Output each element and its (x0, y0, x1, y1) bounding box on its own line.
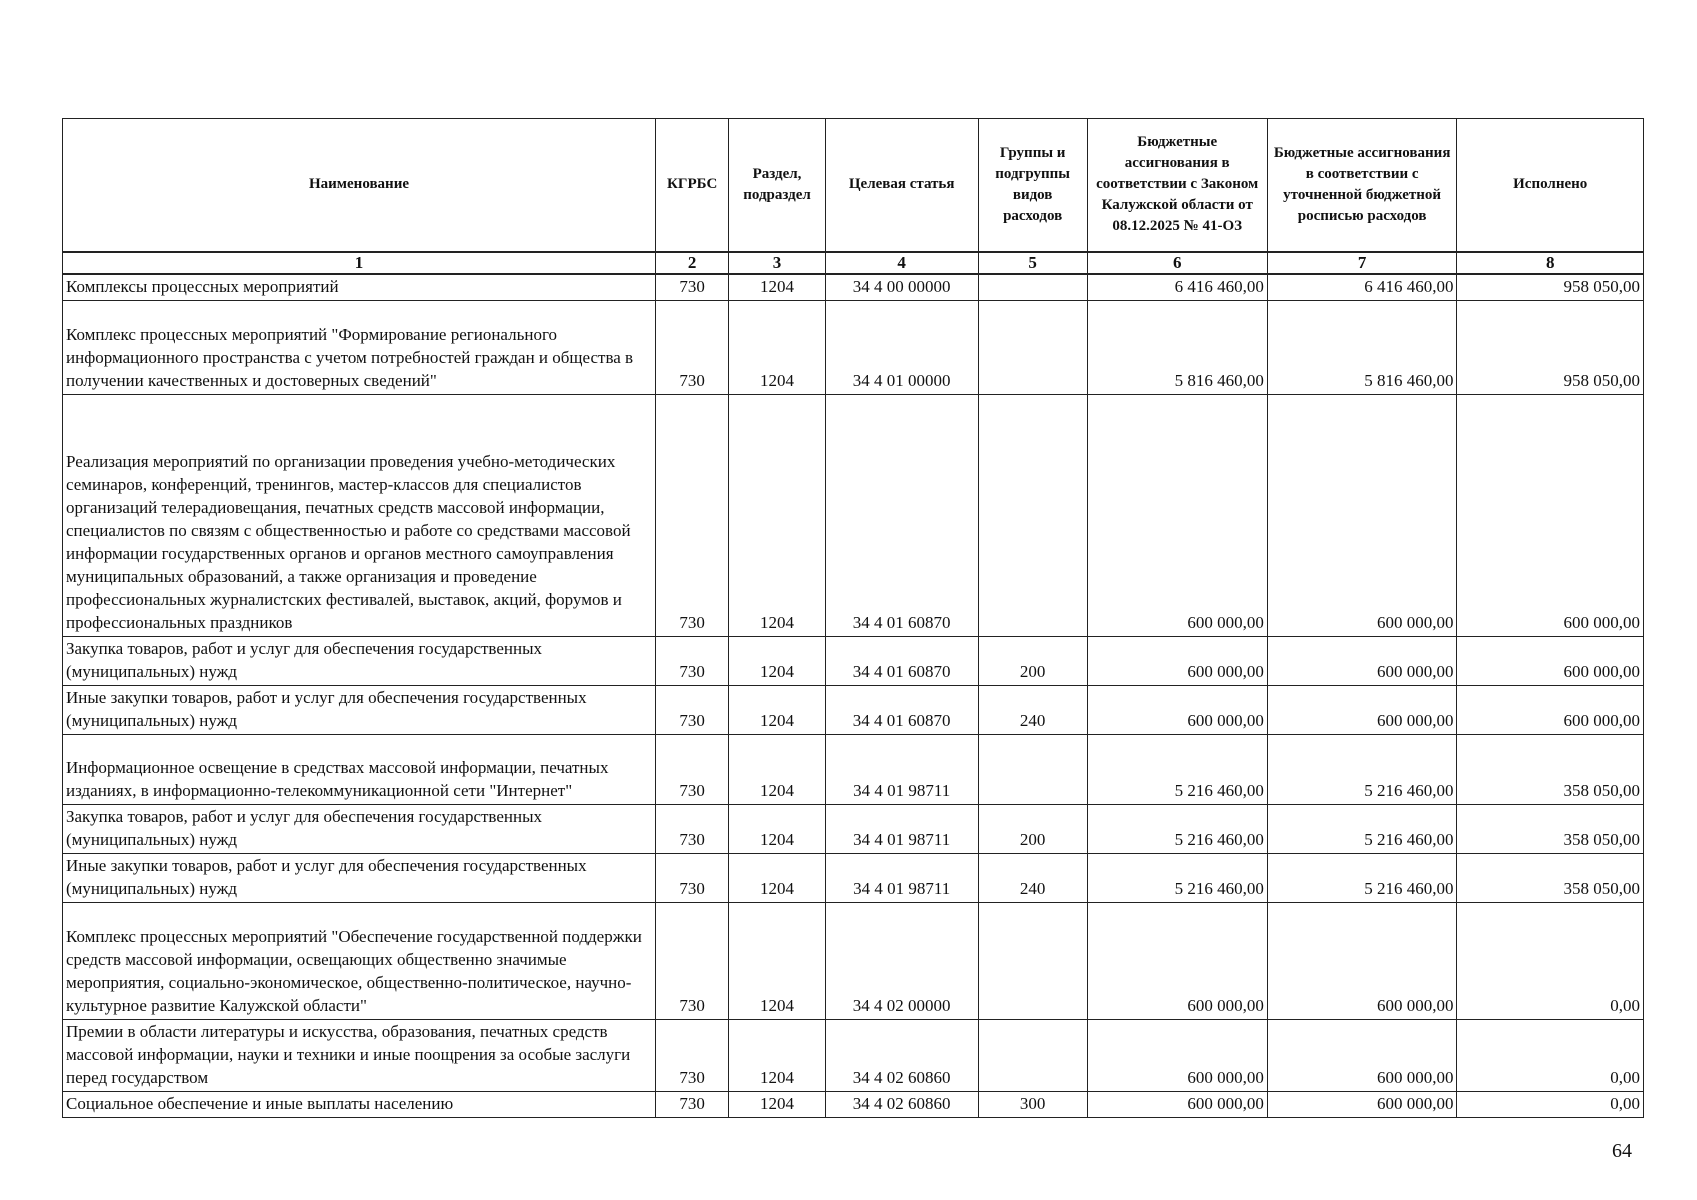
column-number: 2 (656, 252, 729, 274)
cell-name: Информационное освещение в средствах массовой информации, печатных изданиях, в информационно-телекоммуникационной сети "Интернет" (63, 734, 656, 804)
header-kgrbs: КГРБС (656, 119, 729, 252)
header-target-article: Целевая статья (825, 119, 978, 252)
cell-section: 1204 (729, 804, 825, 853)
cell-section: 1204 (729, 636, 825, 685)
cell-kgrbs: 730 (656, 274, 729, 301)
cell-kgrbs: 730 (656, 853, 729, 902)
cell-name: Социальное обеспечение и иные выплаты населению (63, 1091, 656, 1117)
table-row (63, 685, 1644, 734)
cell-target-article: 34 4 01 00000 (825, 300, 978, 394)
cell-kgrbs: 730 (656, 636, 729, 685)
cell-name: Комплекс процессных мероприятий "Формирование регионального информационного пространства с учетом потребностей граждан и общества в получении качественных и достоверных сведений" (63, 300, 656, 394)
header-section: Раздел, подраздел (729, 119, 825, 252)
cell-name: Комплекс процессных мероприятий "Обеспечение государственной поддержки средств массовой информации, освещающих общественно значимые мероприятия, социально-экономическое, общественно-политическое, научно-культурное развитие Калужской области" (63, 902, 656, 1019)
cell-law-amount: 6 416 460,00 (1087, 274, 1267, 301)
cell-executed-amount: 0,00 (1457, 902, 1644, 1019)
column-number: 5 (978, 252, 1087, 274)
table-row (63, 636, 1644, 685)
cell-expense-group (978, 1019, 1087, 1091)
table-row (63, 902, 1644, 1019)
cell-name: Иные закупки товаров, работ и услуг для обеспечения государственных (муниципальных) нужд (63, 685, 656, 734)
cell-kgrbs: 730 (656, 394, 729, 636)
cell-schedule-amount: 6 416 460,00 (1267, 274, 1457, 301)
cell-target-article: 34 4 01 98711 (825, 804, 978, 853)
cell-expense-group (978, 274, 1087, 301)
header-row (63, 119, 1644, 252)
cell-expense-group: 300 (978, 1091, 1087, 1117)
cell-target-article: 34 4 02 60860 (825, 1091, 978, 1117)
cell-kgrbs: 730 (656, 300, 729, 394)
budget-report-sheet (62, 118, 1644, 1118)
column-number: 1 (63, 252, 656, 274)
cell-kgrbs: 730 (656, 804, 729, 853)
cell-section: 1204 (729, 274, 825, 301)
column-number: 6 (1087, 252, 1267, 274)
cell-executed-amount: 958 050,00 (1457, 274, 1644, 301)
cell-executed-amount: 358 050,00 (1457, 734, 1644, 804)
header-executed: Исполнено (1457, 119, 1644, 252)
cell-kgrbs: 730 (656, 734, 729, 804)
cell-expense-group (978, 902, 1087, 1019)
cell-law-amount: 600 000,00 (1087, 394, 1267, 636)
cell-executed-amount: 600 000,00 (1457, 685, 1644, 734)
cell-kgrbs: 730 (656, 1019, 729, 1091)
cell-schedule-amount: 5 816 460,00 (1267, 300, 1457, 394)
cell-name: Закупка товаров, работ и услуг для обеспечения государственных (муниципальных) нужд (63, 804, 656, 853)
cell-schedule-amount: 5 216 460,00 (1267, 804, 1457, 853)
cell-expense-group (978, 734, 1087, 804)
cell-section: 1204 (729, 1019, 825, 1091)
cell-name: Иные закупки товаров, работ и услуг для обеспечения государственных (муниципальных) нужд (63, 853, 656, 902)
cell-executed-amount: 358 050,00 (1457, 804, 1644, 853)
column-number: 3 (729, 252, 825, 274)
cell-law-amount: 600 000,00 (1087, 1019, 1267, 1091)
cell-schedule-amount: 600 000,00 (1267, 1019, 1457, 1091)
header-law-allocations: Бюджетные ассигнования в соответствии с Законом Калужской области от 08.12.2025 № 41-ОЗ (1087, 119, 1267, 252)
cell-kgrbs: 730 (656, 1091, 729, 1117)
table-row (63, 300, 1644, 394)
table-row (63, 394, 1644, 636)
cell-kgrbs: 730 (656, 685, 729, 734)
table-row (63, 274, 1644, 301)
cell-target-article: 34 4 02 60860 (825, 1019, 978, 1091)
cell-target-article: 34 4 01 60870 (825, 636, 978, 685)
table-row (63, 1019, 1644, 1091)
cell-schedule-amount: 600 000,00 (1267, 685, 1457, 734)
cell-expense-group: 240 (978, 853, 1087, 902)
cell-section: 1204 (729, 853, 825, 902)
cell-expense-group: 200 (978, 804, 1087, 853)
cell-target-article: 34 4 02 00000 (825, 902, 978, 1019)
cell-executed-amount: 0,00 (1457, 1019, 1644, 1091)
cell-law-amount: 600 000,00 (1087, 1091, 1267, 1117)
cell-name: Закупка товаров, работ и услуг для обеспечения государственных (муниципальных) нужд (63, 636, 656, 685)
cell-section: 1204 (729, 1091, 825, 1117)
cell-schedule-amount: 600 000,00 (1267, 902, 1457, 1019)
cell-executed-amount: 0,00 (1457, 1091, 1644, 1117)
cell-kgrbs: 730 (656, 902, 729, 1019)
column-number: 8 (1457, 252, 1644, 274)
budget-table (62, 118, 1644, 1118)
column-number: 4 (825, 252, 978, 274)
header-expense-groups: Группы и подгруппы видов расходов (978, 119, 1087, 252)
cell-law-amount: 600 000,00 (1087, 902, 1267, 1019)
cell-expense-group (978, 394, 1087, 636)
cell-executed-amount: 600 000,00 (1457, 636, 1644, 685)
cell-section: 1204 (729, 685, 825, 734)
cell-section: 1204 (729, 300, 825, 394)
table-row (63, 734, 1644, 804)
page-number: 64 (1612, 1140, 1632, 1162)
column-number-row (63, 252, 1644, 274)
cell-law-amount: 600 000,00 (1087, 636, 1267, 685)
cell-target-article: 34 4 01 98711 (825, 734, 978, 804)
cell-target-article: 34 4 01 60870 (825, 394, 978, 636)
table-row (63, 804, 1644, 853)
cell-name: Реализация мероприятий по организации проведения учебно-методических семинаров, конференций, тренингов, мастер-классов для специалистов организаций телерадиовещания, печатных средств массовой информации, специалистов по связям с общественностью и работе со средствами массовой информации государственных органов и органов местного самоуправления муниципальных образований, а также организация и проведение профессиональных журналистских фестивалей, выставок, акций, форумов и профессиональных праздников (63, 394, 656, 636)
header-schedule-allocations: Бюджетные ассигнования в соответствии с уточненной бюджетной росписью расходов (1267, 119, 1457, 252)
cell-schedule-amount: 600 000,00 (1267, 394, 1457, 636)
header-name: Наименование (63, 119, 656, 252)
cell-schedule-amount: 5 216 460,00 (1267, 853, 1457, 902)
cell-schedule-amount: 600 000,00 (1267, 636, 1457, 685)
cell-target-article: 34 4 00 00000 (825, 274, 978, 301)
cell-law-amount: 5 216 460,00 (1087, 804, 1267, 853)
cell-law-amount: 5 216 460,00 (1087, 734, 1267, 804)
cell-executed-amount: 358 050,00 (1457, 853, 1644, 902)
table-row (63, 853, 1644, 902)
cell-target-article: 34 4 01 98711 (825, 853, 978, 902)
cell-law-amount: 5 216 460,00 (1087, 853, 1267, 902)
cell-expense-group (978, 300, 1087, 394)
cell-expense-group: 200 (978, 636, 1087, 685)
cell-name: Премии в области литературы и искусства, образования, печатных средств массовой информации, науки и техники и иные поощрения за особые заслуги перед государством (63, 1019, 656, 1091)
cell-law-amount: 600 000,00 (1087, 685, 1267, 734)
cell-executed-amount: 600 000,00 (1457, 394, 1644, 636)
table-row (63, 1091, 1644, 1117)
cell-executed-amount: 958 050,00 (1457, 300, 1644, 394)
cell-section: 1204 (729, 902, 825, 1019)
column-number: 7 (1267, 252, 1457, 274)
cell-law-amount: 5 816 460,00 (1087, 300, 1267, 394)
cell-target-article: 34 4 01 60870 (825, 685, 978, 734)
cell-section: 1204 (729, 394, 825, 636)
cell-schedule-amount: 600 000,00 (1267, 1091, 1457, 1117)
cell-section: 1204 (729, 734, 825, 804)
cell-name: Комплексы процессных мероприятий (63, 274, 656, 301)
cell-expense-group: 240 (978, 685, 1087, 734)
cell-schedule-amount: 5 216 460,00 (1267, 734, 1457, 804)
